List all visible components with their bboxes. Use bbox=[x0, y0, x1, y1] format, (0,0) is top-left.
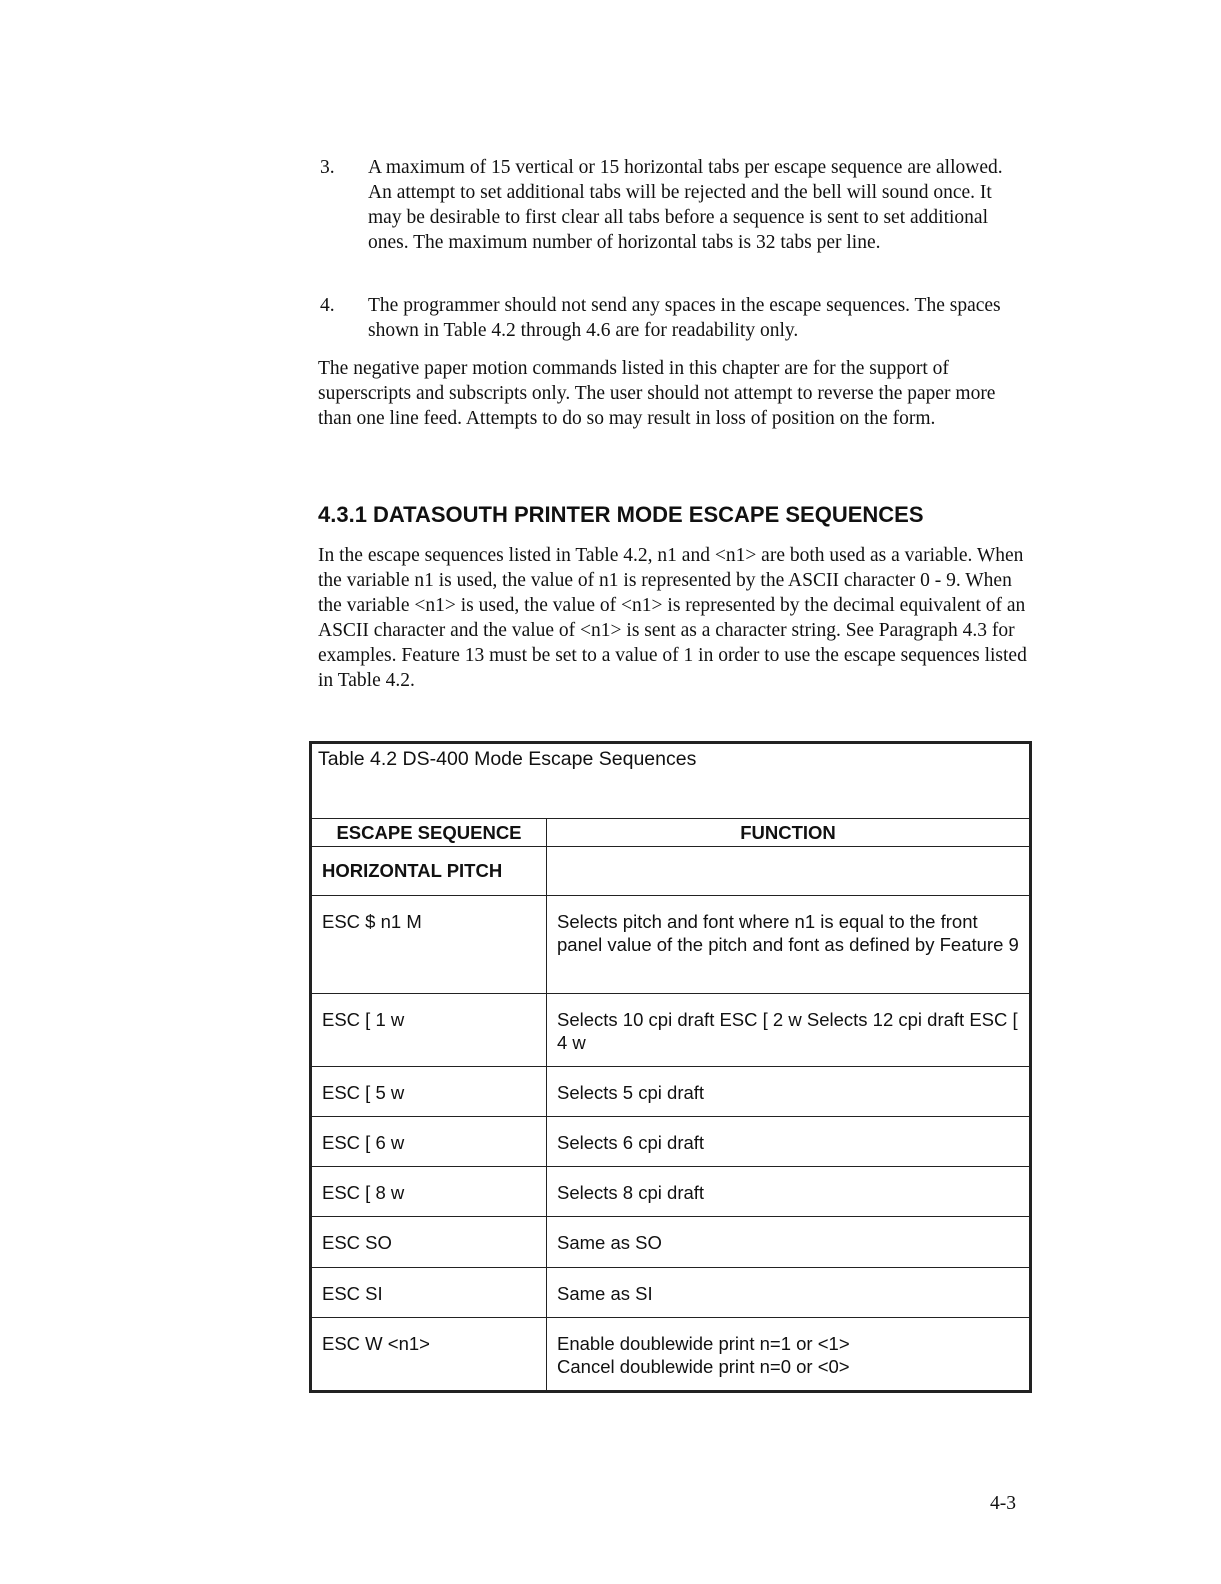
escape-sequence-cell: ESC [ 5 w bbox=[311, 1067, 547, 1117]
function-cell: Selects pitch and font where n1 is equal to the front panel value of the pitch and font as defined by Feature 9 bbox=[547, 896, 1031, 994]
function-cell: Same as SO bbox=[547, 1217, 1031, 1268]
table-row bbox=[311, 1067, 1031, 1117]
function-cell: Same as SI bbox=[547, 1268, 1031, 1318]
function-cell: Selects 8 cpi draft bbox=[547, 1167, 1031, 1217]
note-text: A maximum of 15 vertical or 15 horizontal tabs per escape sequence are allowed. An attempt to set additional tabs will be rejected and the bell will sound once. It may be desirable to first clear all tabs before a sequence is sent to set additional ones. The maximum number of horizontal tabs is 32 tabs per line. bbox=[368, 157, 1003, 253]
escape-sequence-cell: ESC $ n1 M bbox=[311, 896, 547, 994]
escape-sequence-cell: ESC SO bbox=[311, 1217, 547, 1268]
escape-sequence-cell: ESC [ 8 w bbox=[311, 1167, 547, 1217]
escape-sequence-cell: ESC [ 1 w bbox=[311, 994, 547, 1067]
group-label: HORIZONTAL PITCH bbox=[311, 847, 547, 896]
escape-sequence-cell: ESC W <n1> bbox=[311, 1318, 547, 1392]
table-row bbox=[311, 896, 1031, 994]
table-row bbox=[311, 994, 1031, 1067]
note-number: 3. bbox=[320, 157, 335, 178]
paragraph-paper-motion: The negative paper motion commands listed in this chapter are for the support of superscripts and subscripts only. The user should not attempt to reverse the paper more than one line feed. Attempts to do so may result in loss of position on the form. bbox=[318, 358, 996, 429]
table-row bbox=[311, 1117, 1031, 1167]
escape-sequence-cell: ESC SI bbox=[311, 1268, 547, 1318]
note-number: 4. bbox=[320, 295, 335, 316]
function-cell: Enable doublewide print n=1 or <1> Cancel doublewide print n=0 or <0> bbox=[547, 1318, 1031, 1392]
page-number: 4-3 bbox=[990, 1493, 1016, 1514]
table-title: Table 4.2 DS-400 Mode Escape Sequences bbox=[311, 743, 1031, 819]
table-row bbox=[311, 1268, 1031, 1318]
column-header-sequence: ESCAPE SEQUENCE bbox=[311, 819, 547, 847]
note-text: The programmer should not send any spaces in the escape sequences. The spaces shown in Table 4.2 through 4.6 are for readability only. bbox=[368, 295, 1001, 341]
escape-sequence-cell: ESC [ 6 w bbox=[311, 1117, 547, 1167]
paragraph-escape-variables: In the escape sequences listed in Table 4.2, n1 and <n1> are both used as a variable. When the variable n1 is used, the value of n1 is represented by the ASCII character 0 - 9. When the variable <n1> is used, the value of <n1> is represented by the decimal equivalent of an ASCII character and the value of <n1> is sent as a character string. See Paragraph 4.3 for examples. Feature 13 must be set to a value of 1 in order to use the escape sequences listed in Table 4.2. bbox=[318, 545, 1027, 691]
function-cell: Selects 10 cpi draft ESC [ 2 w Selects 12 cpi draft ESC [ 4 w bbox=[547, 994, 1031, 1067]
function-cell: Selects 6 cpi draft bbox=[547, 1117, 1031, 1167]
escape-sequence-table bbox=[309, 741, 1032, 1393]
column-header-function: FUNCTION bbox=[547, 819, 1031, 847]
function-cell: Selects 5 cpi draft bbox=[547, 1067, 1031, 1117]
table-row bbox=[311, 1167, 1031, 1217]
table-row bbox=[311, 1318, 1031, 1392]
section-heading: 4.3.1 DATASOUTH PRINTER MODE ESCAPE SEQUENCES bbox=[318, 502, 924, 527]
table-row bbox=[311, 1217, 1031, 1268]
